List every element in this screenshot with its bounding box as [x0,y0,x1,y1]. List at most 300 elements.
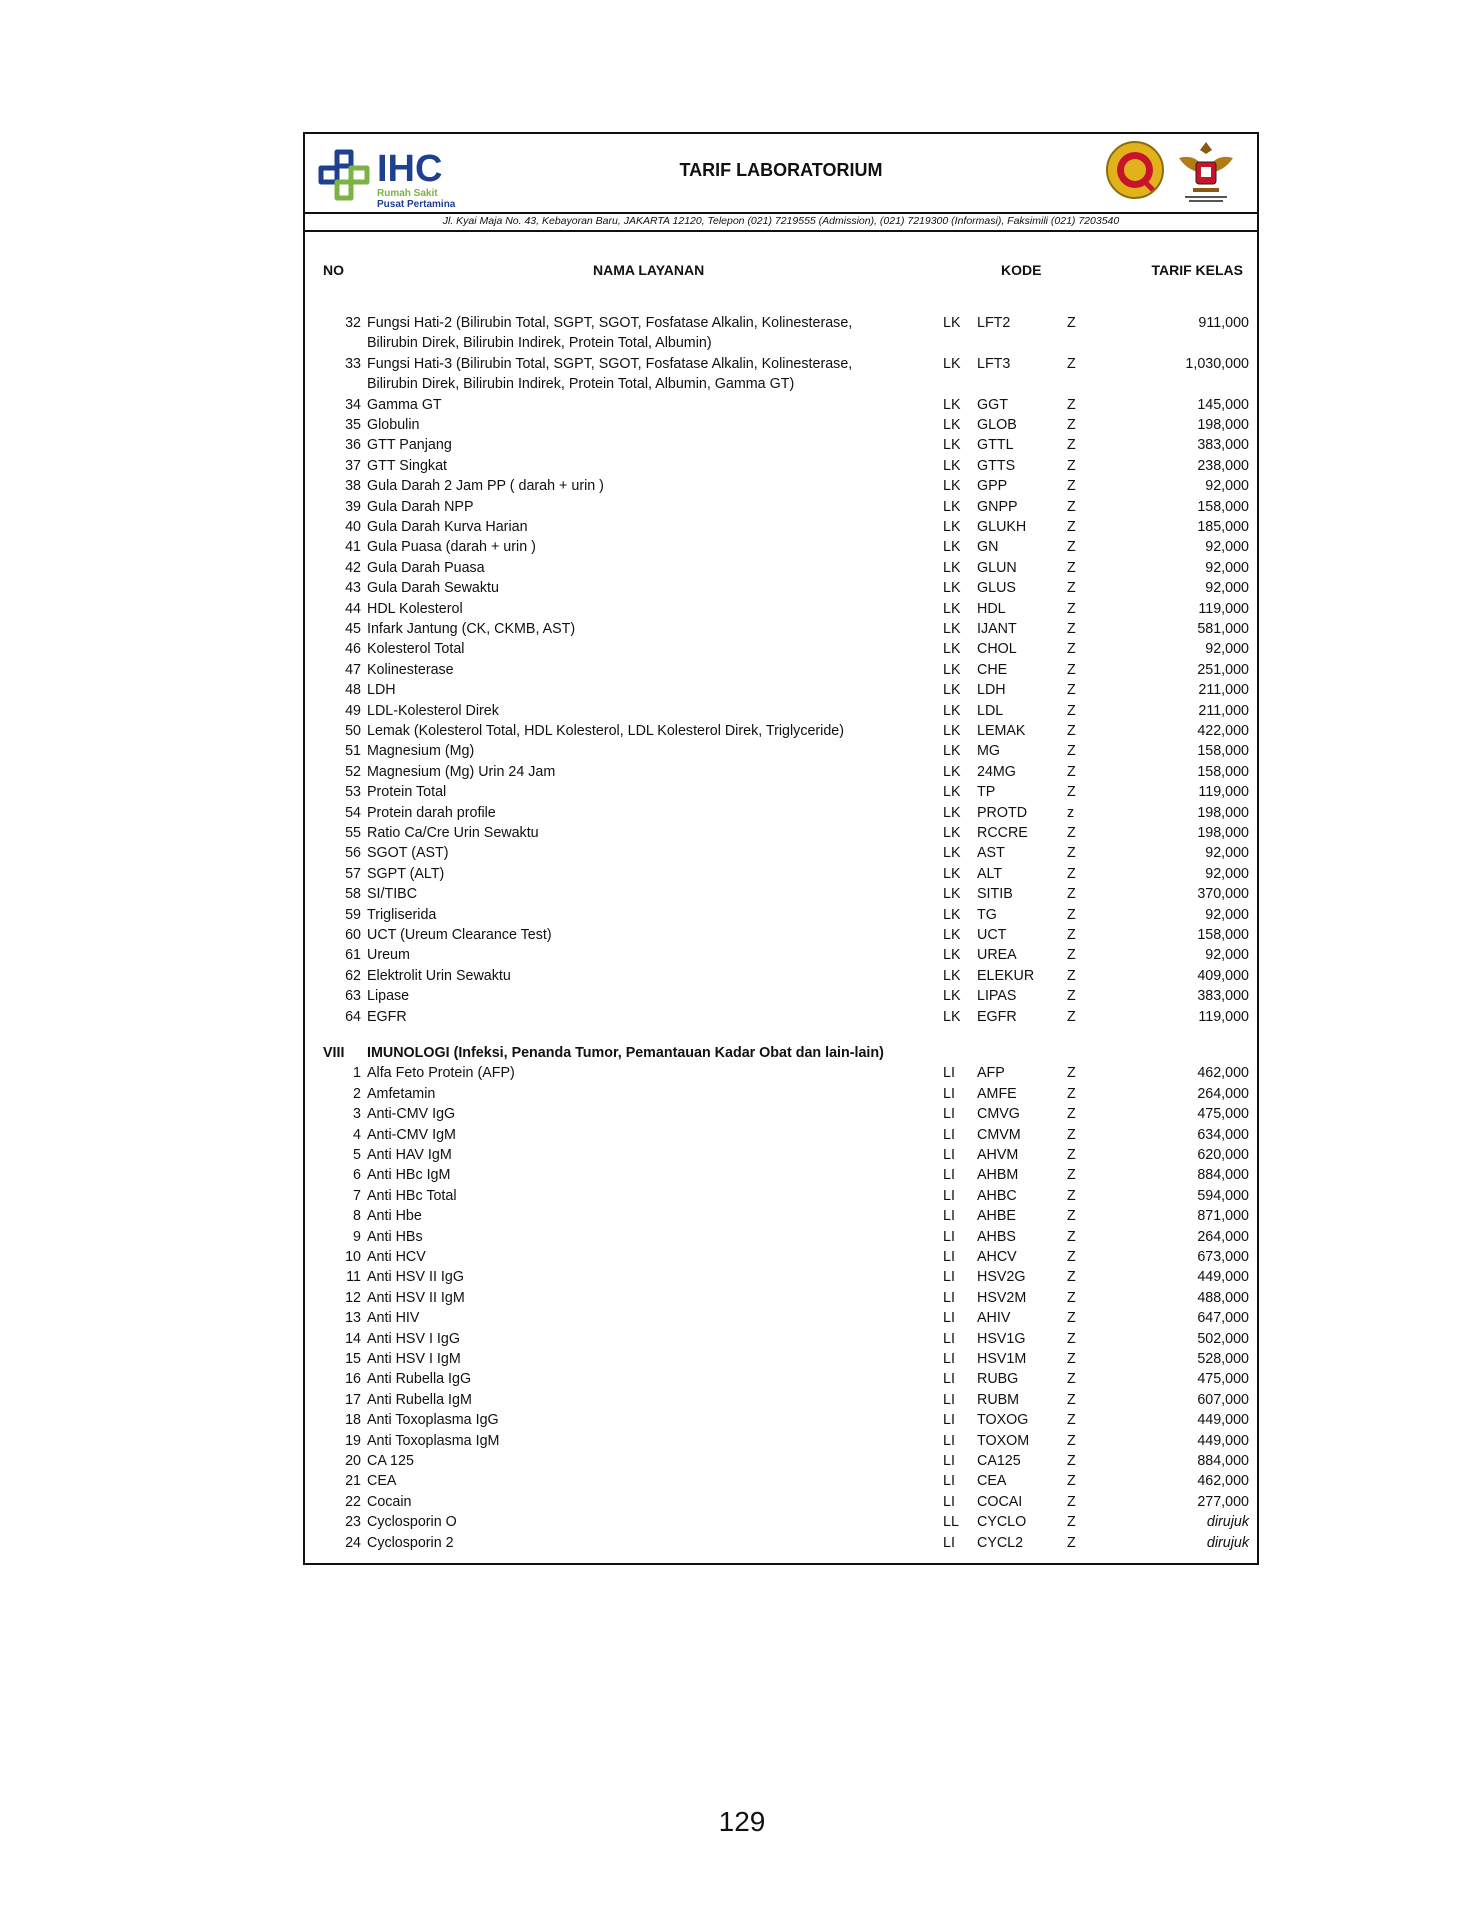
class-code: Z [1067,1310,1076,1327]
service-name: Anti HSV II IgM [367,1289,465,1306]
row-number: 61 [345,947,361,964]
class-code: Z [1067,702,1076,719]
tariff-value: 92,000 [1205,865,1249,882]
service-code: MG [977,743,1001,760]
service-name: Cyclosporin 2 [367,1534,454,1551]
tariff-value: 92,000 [1205,478,1249,495]
category-code: LI [943,1371,955,1388]
service-code: AST [977,845,1005,862]
service-name: Ratio Ca/Cre Urin Sewaktu [367,825,539,841]
row-number: 35 [345,417,361,433]
service-name: Globulin [367,417,420,433]
category-code: LK [943,498,961,515]
category-code: LI [943,1126,955,1143]
row-number: 47 [345,661,361,678]
service-code: 24MG [977,763,1016,780]
service-code: GGT [977,396,1008,413]
service-code: HSV2M [977,1289,1027,1306]
row-number: 17 [345,1391,361,1408]
tariff-value: 884,000 [1197,1167,1249,1184]
tariff-value: 449,000 [1197,1412,1249,1429]
tariff-value: 449,000 [1197,1269,1249,1286]
service-code: AHBC [977,1187,1017,1204]
category-code: LK [943,600,961,617]
category-code: LI [943,1228,955,1245]
category-code: LI [943,1147,955,1163]
class-code: Z [1067,906,1076,923]
row-number: 19 [345,1432,361,1449]
service-name: Gula Puasa (darah + urin ) [367,539,536,556]
tariff-value: 198,000 [1197,825,1249,841]
class-code: Z [1067,967,1076,984]
service-name: GTT Panjang [367,437,452,454]
class-code: Z [1067,1351,1076,1367]
tariff-value: 594,000 [1197,1187,1249,1204]
service-name: HDL Kolesterol [367,600,463,617]
service-name: Anti Rubella IgG [367,1371,472,1388]
service-code: HSV2G [977,1269,1026,1286]
service-code: UREA [977,947,1017,964]
service-name: EGFR [367,1008,407,1025]
tariff-value: 607,000 [1197,1391,1249,1408]
row-number: 50 [345,723,361,739]
service-code: EGFR [977,1008,1017,1025]
tariff-value: 119,000 [1198,784,1249,801]
service-code: IJANT [977,621,1017,637]
row-number: 14 [345,1330,361,1347]
service-code: CHOL [977,641,1017,658]
tariff-value: 119,000 [1198,600,1249,617]
tariff-value: 871,000 [1197,1208,1249,1225]
service-name: SGOT (AST) [367,845,449,862]
service-name: Protein darah profile [367,804,496,821]
class-code: Z [1067,641,1076,658]
category-code: LK [943,1008,961,1025]
tariff-value: dirujuk [1206,1534,1249,1551]
tariff-value: dirujuk [1206,1514,1249,1531]
document-title: TARIF LABORATORIUM [679,160,883,180]
category-code: LK [943,723,961,739]
service-name: Cyclosporin O [367,1514,457,1531]
tariff-value: 383,000 [1197,988,1249,1005]
category-code: LI [943,1208,955,1225]
class-code: z [1067,804,1075,821]
tariff-value: 158,000 [1197,743,1249,760]
category-code: LK [943,927,961,943]
row-number: 62 [345,967,361,984]
category-code: LK [943,702,961,719]
tariff-value: 92,000 [1205,845,1249,862]
category-code: LK [943,559,961,576]
service-code: CYCL2 [977,1534,1024,1551]
service-code: GLUS [977,580,1016,597]
service-code: ALT [977,865,1003,882]
class-code: Z [1067,1167,1076,1184]
row-number: 18 [345,1412,361,1429]
brand-subtitle-2: Pusat Pertamina [377,199,456,210]
row-number: 23 [345,1514,361,1531]
class-code: Z [1067,580,1076,597]
accreditation-seal-icon [1103,140,1167,204]
service-name: Magnesium (Mg) [367,743,475,760]
service-name: Anti HSV I IgM [367,1351,461,1367]
service-code: CMVM [977,1126,1021,1143]
service-name: Fungsi Hati-2 (Bilirubin Total, SGPT, SGOT, Fosfatase Alkalin, Kolinesterase, Bilirubin Direk, Bilirubin Indirek, Protein Total, Albumin) [367,315,853,352]
class-code: Z [1067,886,1076,903]
service-name: Anti-CMV IgM [367,1126,456,1143]
row-number: 45 [345,621,361,637]
tariff-value: 370,000 [1197,886,1249,903]
service-name: Anti-CMV IgG [367,1106,456,1123]
tariff-value: 462,000 [1197,1473,1249,1490]
row-number: 41 [345,539,361,556]
row-number: 37 [345,457,361,474]
row-number: 6 [353,1167,361,1184]
service-name: Anti Hbe [367,1208,422,1225]
class-code: Z [1067,396,1076,413]
document-header [305,134,1257,212]
service-code: PROTD [977,804,1028,821]
row-number: 20 [345,1453,361,1469]
category-code: LK [943,682,961,699]
service-name: Ureum [367,947,410,964]
service-name: GTT Singkat [367,457,447,474]
category-code: LK [943,315,961,331]
brand-subtitle-1: Rumah Sakit [377,188,438,199]
class-code: Z [1067,315,1076,331]
service-name: CA 125 [367,1453,414,1469]
service-name: Elektrolit Urin Sewaktu [367,967,511,984]
category-code: LK [943,661,961,678]
class-code: Z [1067,1534,1076,1551]
tariff-value: 673,000 [1197,1249,1249,1265]
tariff-value: 911,000 [1198,315,1249,331]
category-code: LK [943,396,961,413]
row-number: 13 [345,1310,361,1327]
tariff-value: 1,030,000 [1185,355,1249,372]
category-code: LI [943,1391,955,1408]
service-name: SI/TIBC [367,886,418,903]
service-name: Anti Rubella IgM [367,1391,472,1408]
service-code: AFP [977,1065,1005,1082]
service-code: TOXOG [977,1412,1029,1429]
class-code: Z [1067,1514,1076,1531]
category-code: LK [943,641,961,658]
service-name: Gula Darah Puasa [367,559,485,576]
class-code: Z [1067,519,1076,535]
category-code: LK [943,784,961,801]
class-code: Z [1067,1289,1076,1306]
tariff-value: 92,000 [1205,641,1249,658]
tariff-value: 158,000 [1197,763,1249,780]
category-code: LI [943,1187,955,1204]
tariff-value: 158,000 [1197,927,1249,943]
service-code: RUBM [977,1391,1020,1408]
service-name: Trigliserida [367,906,437,923]
row-number: 56 [345,845,361,862]
service-code: LFT2 [977,315,1011,331]
class-code: Z [1067,1228,1076,1245]
class-code: Z [1067,988,1076,1005]
class-code: Z [1067,539,1076,556]
service-name: Gula Darah Kurva Harian [367,519,528,535]
tariff-value: 475,000 [1197,1106,1249,1123]
class-code: Z [1067,1187,1076,1204]
row-number: 24 [345,1534,361,1551]
class-code: Z [1067,865,1076,882]
tariff-value: 185,000 [1197,519,1249,535]
class-code: Z [1067,1106,1076,1123]
service-code: HSV1M [977,1351,1027,1367]
class-code: Z [1067,1432,1076,1449]
hospital-address [305,212,1257,232]
row-number: 54 [345,804,361,821]
row-number: 34 [345,396,361,413]
class-code: Z [1067,1371,1076,1388]
class-code: Z [1067,845,1076,862]
class-code: Z [1067,478,1076,495]
service-name: Anti HAV IgM [367,1147,452,1163]
row-number: 11 [346,1269,361,1286]
service-code: AHBM [977,1167,1019,1184]
brand-name: IHC [377,148,443,190]
row-number: 57 [345,865,361,882]
category-code: LK [943,417,961,433]
service-code: CHE [977,661,1008,678]
row-number: 9 [353,1228,361,1245]
category-code: LK [943,825,961,841]
class-code: Z [1067,1208,1076,1225]
service-code: LDH [977,682,1006,699]
category-code: LI [943,1269,955,1286]
service-name: Anti HCV [367,1249,426,1265]
service-name: Kolinesterase [367,661,454,678]
col-name: NAMA LAYANAN [593,262,705,278]
service-name: Anti HIV [367,1310,420,1327]
row-number: 55 [345,825,361,841]
row-number: 10 [345,1249,361,1265]
tariff-value: 528,000 [1197,1351,1249,1367]
row-number: 53 [345,784,361,801]
row-number: 60 [345,927,361,943]
row-number: 39 [345,498,361,515]
row-number: 7 [353,1187,361,1204]
class-code: Z [1067,1085,1076,1102]
service-name: SGPT (ALT) [367,865,445,882]
service-name: Protein Total [367,784,447,801]
row-number: 12 [345,1289,361,1306]
service-code: LEMAK [977,723,1026,739]
category-code: LI [943,1085,955,1102]
row-number: 52 [345,763,361,780]
class-code: Z [1067,1391,1076,1408]
tariff-value: 158,000 [1197,498,1249,515]
tariff-value: 92,000 [1205,580,1249,597]
service-name: LDL-Kolesterol Direk [367,702,499,719]
tariff-value: 211,000 [1198,702,1249,719]
class-code: Z [1067,743,1076,760]
row-number: 8 [353,1208,361,1225]
tariff-value: 502,000 [1197,1330,1249,1347]
category-code: LK [943,967,961,984]
service-name: Magnesium (Mg) Urin 24 Jam [367,763,556,780]
service-name: Gamma GT [367,396,442,413]
row-number: 40 [345,519,361,535]
service-code: COCAI [977,1493,1023,1510]
tariff-value: 198,000 [1197,417,1249,433]
class-code: Z [1067,1269,1076,1286]
category-code: LK [943,437,961,454]
service-name: Kolesterol Total [367,641,465,658]
service-code: HSV1G [977,1330,1026,1347]
category-code: LK [943,621,961,637]
service-code: AHIV [977,1310,1011,1327]
category-code: LI [943,1106,955,1123]
row-number: 43 [345,580,361,597]
service-code: CA125 [977,1453,1021,1469]
class-code: Z [1067,784,1076,801]
page-number: 129 [718,1806,766,1837]
tariff-value: 383,000 [1197,437,1249,454]
category-code: LI [943,1473,955,1490]
category-code: LK [943,865,961,882]
category-code: LI [943,1065,955,1082]
row-number: 64 [345,1008,361,1025]
row-number: 1 [353,1065,361,1082]
class-code: Z [1067,1473,1076,1490]
service-name: Gula Darah Sewaktu [367,580,499,597]
category-code: LK [943,355,961,372]
tariff-value: 422,000 [1197,723,1249,739]
service-name: Anti Toxoplasma IgM [367,1432,500,1449]
row-number: 4 [353,1126,361,1143]
service-name: Amfetamin [367,1085,436,1102]
service-code: GLUKH [977,519,1027,535]
row-number: 51 [345,743,361,760]
class-code: Z [1067,1493,1076,1510]
service-code: GTTL [977,437,1014,454]
class-code: Z [1067,600,1076,617]
row-number: 22 [345,1493,361,1510]
tariff-value: 92,000 [1205,559,1249,576]
service-name: Anti Toxoplasma IgG [367,1412,499,1429]
category-code: LK [943,886,961,903]
category-code: LI [943,1310,955,1327]
row-number: 32 [345,315,361,331]
category-code: LK [943,804,961,821]
class-code: Z [1067,763,1076,780]
class-code: Z [1067,682,1076,699]
category-code: LK [943,743,961,760]
service-code: UCT [977,927,1007,943]
category-code: LK [943,457,961,474]
tariff-value: 92,000 [1205,539,1249,556]
tariff-value: 449,000 [1197,1432,1249,1449]
class-code: Z [1067,825,1076,841]
category-code: LK [943,845,961,862]
category-code: LI [943,1249,955,1265]
service-code: TP [977,784,996,801]
class-code: Z [1067,1126,1076,1143]
service-code: CEA [977,1473,1007,1490]
class-code: Z [1067,1147,1076,1163]
service-code: AHBE [977,1208,1016,1225]
category-code: LI [943,1412,955,1429]
service-code: LIPAS [977,988,1017,1005]
tariff-value: 409,000 [1197,967,1249,984]
service-name: Gula Darah 2 Jam PP ( darah + urin ) [367,478,604,495]
service-code: RUBG [977,1371,1019,1388]
category-code: LI [943,1534,955,1551]
service-code: GPP [977,478,1008,495]
tariff-value: 251,000 [1197,661,1249,678]
row-number: 38 [345,478,361,495]
row-number: 33 [345,355,361,372]
service-code: AHCV [977,1249,1017,1265]
tariff-value: 119,000 [1198,1008,1249,1025]
tariff-value: 264,000 [1197,1228,1249,1245]
class-code: Z [1067,437,1076,454]
service-name: Anti HBc IgM [367,1167,451,1184]
service-code: CYCLO [977,1514,1027,1531]
section-number: VIII [323,1045,345,1061]
service-name: Alfa Feto Protein (AFP) [367,1065,515,1082]
class-code: Z [1067,1453,1076,1469]
col-tarif: TARIF KELAS [1151,262,1243,278]
category-code: LK [943,906,961,923]
tariff-value: 620,000 [1197,1147,1249,1163]
category-code: LI [943,1167,955,1184]
service-code: GNPP [977,498,1018,515]
tariff-value: 277,000 [1197,1493,1249,1510]
class-code: Z [1067,1065,1076,1082]
garuda-emblem-icon [1175,138,1237,206]
tariff-value: 198,000 [1197,804,1249,821]
service-name: CEA [367,1473,397,1490]
class-code: Z [1067,947,1076,964]
class-code: Z [1067,1330,1076,1347]
class-code: Z [1067,1249,1076,1265]
service-name: Anti HSV II IgG [367,1269,464,1286]
service-name: Lipase [367,988,410,1005]
service-code: AMFE [977,1085,1017,1102]
service-code: GN [977,539,999,556]
service-code: CMVG [977,1106,1020,1123]
service-name: Fungsi Hati-3 (Bilirubin Total, SGPT, SGOT, Fosfatase Alkalin, Kolinesterase, Bilirubin Direk, Bilirubin Indirek, Protein Total, Albumin, Gamma GT) [367,355,853,393]
category-code: LK [943,763,961,780]
service-code: GLOB [977,417,1017,433]
service-code: RCCRE [977,825,1028,841]
service-code: GLUN [977,559,1017,576]
tariff-value: 92,000 [1205,947,1249,964]
service-code: AHBS [977,1228,1016,1245]
row-number: 3 [353,1106,361,1123]
section-title: IMUNOLOGI (Infeksi, Penanda Tumor, Pemantauan Kadar Obat dan lain-lain) [367,1045,884,1061]
class-code: Z [1067,417,1076,433]
row-number: 49 [345,702,361,719]
category-code: LK [943,478,961,495]
row-number: 21 [345,1473,361,1490]
tariff-value: 634,000 [1197,1126,1249,1143]
class-code: Z [1067,559,1076,576]
service-code: HDL [977,600,1006,617]
service-name: Infark Jantung (CK, CKMB, AST) [367,621,576,637]
category-code: LI [943,1453,955,1469]
row-number: 16 [345,1371,361,1388]
column-headers [305,262,1257,280]
class-code: Z [1067,457,1076,474]
category-code: LI [943,1289,955,1306]
